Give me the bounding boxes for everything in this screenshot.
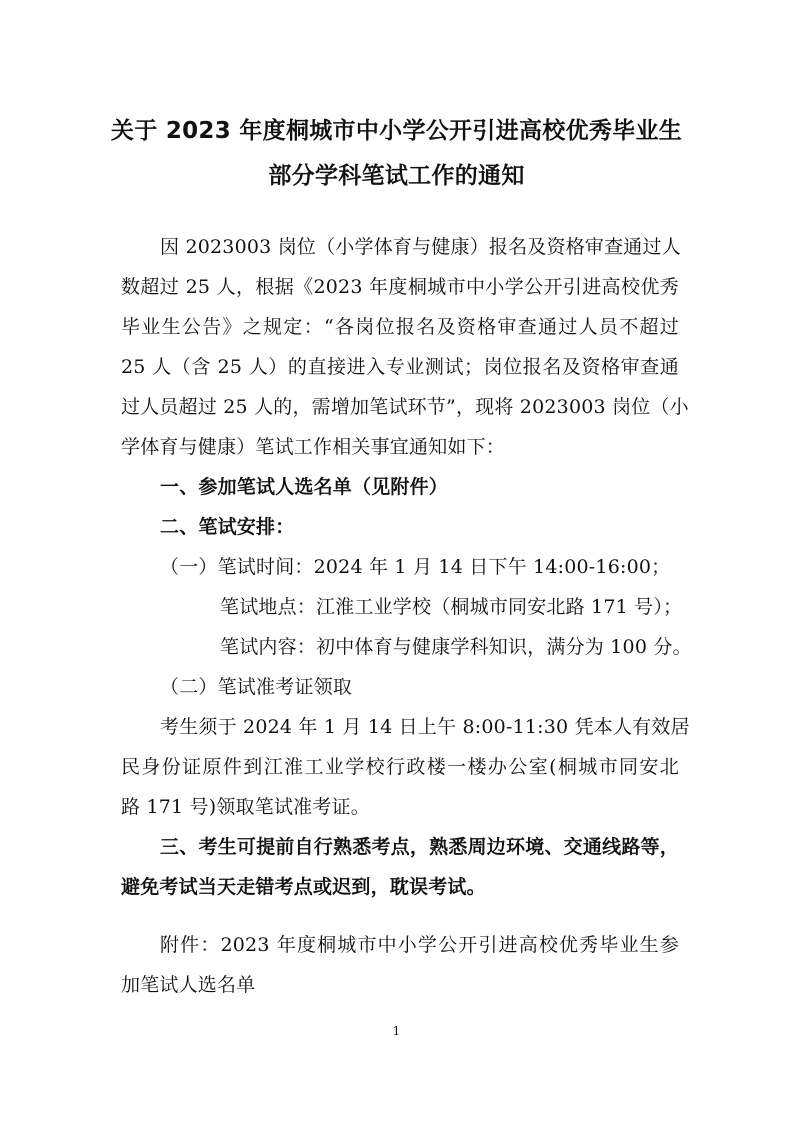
- intro-line-1: 因 2023003 岗位（小学体育与健康）报名及资格审查通过人: [160, 236, 681, 258]
- section-1-heading: 一、参加笔试人选名单（见附件）: [160, 476, 449, 498]
- intro-line-4: 25 人（含 25 人）的直接进入专业测试；岗位报名及资格审查通: [121, 356, 679, 378]
- intro-line-2: 数超过 25 人，根据《2023 年度桐城市中小学公开引进高校优秀: [121, 276, 679, 298]
- intro-line-5: 过人员超过 25 人的，需增加笔试环节”，现将 2023003 岗位（小: [121, 396, 689, 418]
- section-2-heading: 二、笔试安排：: [160, 516, 295, 538]
- attachment-line-2: 加笔试人选名单: [121, 974, 256, 996]
- exam-content: 笔试内容：初中体育与健康学科知识，满分为 100 分。: [220, 636, 692, 658]
- title-line-1: 关于 2023 年度桐城市中小学公开引进高校优秀毕业生: [110, 118, 683, 144]
- attachment-line-1: 附件：2023 年度桐城市中小学公开引进高校优秀毕业生参: [160, 934, 679, 956]
- intro-line-6: 学体育与健康）笔试工作相关事宜通知如下：: [121, 436, 506, 458]
- ticket-line-2: 民身份证原件到江淮工业学校行政楼一楼办公室(桐城市同安北: [121, 756, 679, 778]
- ticket-heading: （二）笔试准考证领取: [160, 676, 353, 698]
- page-number: 1: [392, 1024, 401, 1038]
- exam-place: 笔试地点：江淮工业学校（桐城市同安北路 171 号）；: [220, 596, 683, 618]
- ticket-line-3: 路 171 号)领取笔试准考证。: [121, 796, 370, 818]
- intro-line-3: 毕业生公告》之规定：“各岗位报名及资格审查通过人员不超过: [121, 316, 679, 338]
- ticket-line-1: 考生须于 2024 年 1 月 14 日上午 8:00-11:30 凭本人有效居: [160, 716, 690, 738]
- section-3-line-2: 避免考试当天走错考点或迟到，耽误考试。: [121, 876, 486, 898]
- exam-time: （一）笔试时间：2024 年 1 月 14 日下午 14:00-16:00；: [160, 556, 671, 578]
- title-line-2: 部分学科笔试工作的通知: [268, 163, 525, 189]
- section-3-line-1: 三、考生可提前自行熟悉考点，熟悉周边环境、交通线路等，: [160, 836, 679, 858]
